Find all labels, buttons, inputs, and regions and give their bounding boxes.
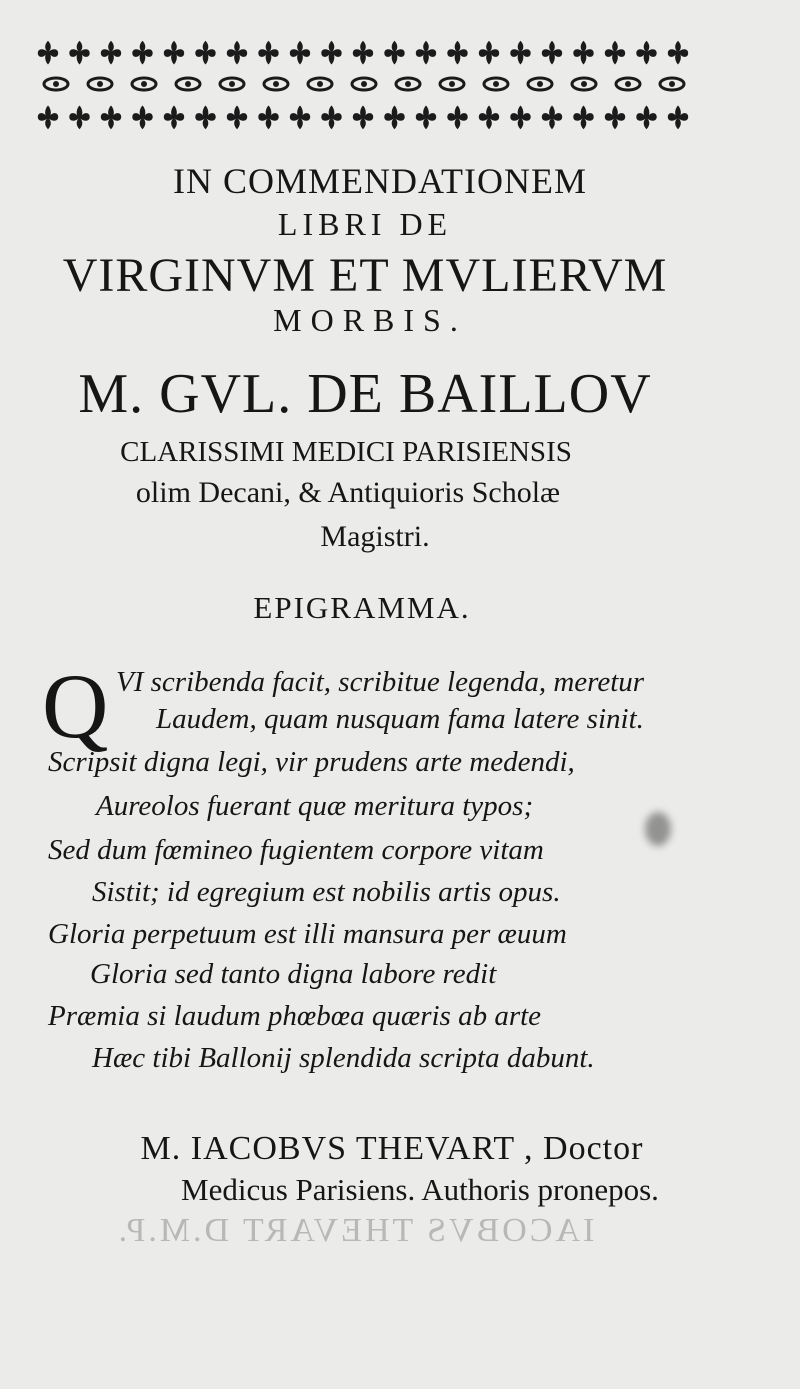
- poem-line-7: Gloria perpetuum est illi mansura per æuum: [48, 918, 567, 950]
- knot-dot: [405, 81, 411, 87]
- signature-line-2: Medicus Parisiens. Authoris pronepos.: [181, 1172, 659, 1207]
- fleuron-mark: [164, 106, 184, 130]
- fleuron-mark: [132, 106, 152, 130]
- knot-dot: [141, 81, 147, 87]
- fleuron-mark: [227, 41, 247, 65]
- fleuron-mark: [510, 41, 530, 65]
- poem-line-4: Aureolos fuerant quæ meritura typos;: [96, 790, 534, 822]
- fleuron-mark: [101, 41, 121, 65]
- fleuron-mark: [605, 41, 625, 65]
- author-detail: olim Decani, & Antiquioris Scholæ: [135, 476, 561, 509]
- bleedthrough-text: IACOBVS THEVART D.M.P.: [115, 1212, 595, 1249]
- fleuron-mark: [636, 106, 656, 130]
- fleuron-mark: [321, 41, 341, 65]
- knot-dot: [273, 81, 279, 87]
- fleuron-mark: [353, 41, 373, 65]
- fleuron-mark: [605, 106, 625, 130]
- signature-line-1: M. IACOBVS THEVART , Doctor: [140, 1130, 644, 1167]
- title-line-1: IN COMMENDATIONEM: [173, 161, 587, 201]
- fleuron-mark: [668, 106, 688, 130]
- fleuron-mark: [195, 41, 215, 65]
- fleuron-mark: [573, 41, 593, 65]
- fleuron-mark: [636, 41, 656, 65]
- fleuron-mark: [38, 106, 58, 130]
- fleuron-mark: [290, 41, 310, 65]
- section-heading: EPIGRAMMA.: [253, 590, 471, 625]
- fleuron-mark: [479, 106, 499, 130]
- knot-dot: [361, 81, 367, 87]
- knot-dot: [581, 81, 587, 87]
- knot-dot: [537, 81, 543, 87]
- fleuron-mark: [69, 106, 89, 130]
- poem-line-3: Scripsit digna legi, vir prudens arte medendi,: [48, 746, 575, 778]
- author-title: CLARISSIMI MEDICI PARISIENSIS: [120, 436, 572, 468]
- knot-dot: [449, 81, 455, 87]
- knot-dot: [97, 81, 103, 87]
- fleuron-mark: [164, 41, 184, 65]
- title-line-2: LIBRI DE: [277, 206, 453, 242]
- fleuron-mark: [69, 41, 89, 65]
- fleuron-ornament-border: [34, 28, 690, 138]
- fleuron-mark: [416, 106, 436, 130]
- fleuron-mark: [510, 106, 530, 130]
- fleuron-mark: [132, 41, 152, 65]
- fleuron-mark: [479, 41, 499, 65]
- fleuron-mark: [290, 106, 310, 130]
- knot-dot: [669, 81, 675, 87]
- fleuron-mark: [195, 106, 215, 130]
- fleuron-mark: [447, 41, 467, 65]
- author-name: M. GVL. DE BAILLOV: [78, 363, 652, 425]
- fleuron-mark: [573, 106, 593, 130]
- poem-line-1: VI scribenda facit, scribitue legenda, meretur: [116, 666, 645, 698]
- poem-line-9: Præmia si laudum phœbœa quæris ab arte: [48, 1000, 542, 1032]
- title-line-3: VIRGINVM ET MVLIERVM: [62, 249, 668, 302]
- fleuron-mark: [258, 41, 278, 65]
- ink-smudge: [645, 812, 671, 846]
- fleuron-mark: [542, 41, 562, 65]
- fleuron-mark: [101, 106, 121, 130]
- knot-dot: [53, 81, 59, 87]
- knot-dot: [317, 81, 323, 87]
- fleuron-mark: [447, 106, 467, 130]
- knot-dot: [493, 81, 499, 87]
- knot-dot: [185, 81, 191, 87]
- knot-dot: [229, 81, 235, 87]
- fleuron-mark: [384, 41, 404, 65]
- poem-line-8: Gloria sed tanto digna labore redit: [90, 958, 497, 990]
- poem-line-2: Laudem, quam nusquam fama latere sinit.: [156, 703, 644, 735]
- knot-dot: [625, 81, 631, 87]
- fleuron-mark: [668, 41, 688, 65]
- author-detail-2: Magistri.: [320, 520, 430, 553]
- fleuron-mark: [321, 106, 341, 130]
- poem-line-10: Hæc tibi Ballonij splendida scripta dabunt.: [92, 1042, 595, 1074]
- fleuron-mark: [227, 106, 247, 130]
- fleuron-mark: [384, 106, 404, 130]
- fleuron-mark: [353, 106, 373, 130]
- title-line-4: MORBIS.: [273, 302, 467, 338]
- poem-line-6: Sistit; id egregium est nobilis artis opus.: [92, 876, 561, 908]
- fleuron-mark: [258, 106, 278, 130]
- poem-line-5: Sed dum fœmineo fugientem corpore vitam: [48, 834, 544, 866]
- fleuron-mark: [416, 41, 436, 65]
- fleuron-mark: [38, 41, 58, 65]
- drop-cap: Q: [42, 655, 109, 757]
- fleuron-mark: [542, 106, 562, 130]
